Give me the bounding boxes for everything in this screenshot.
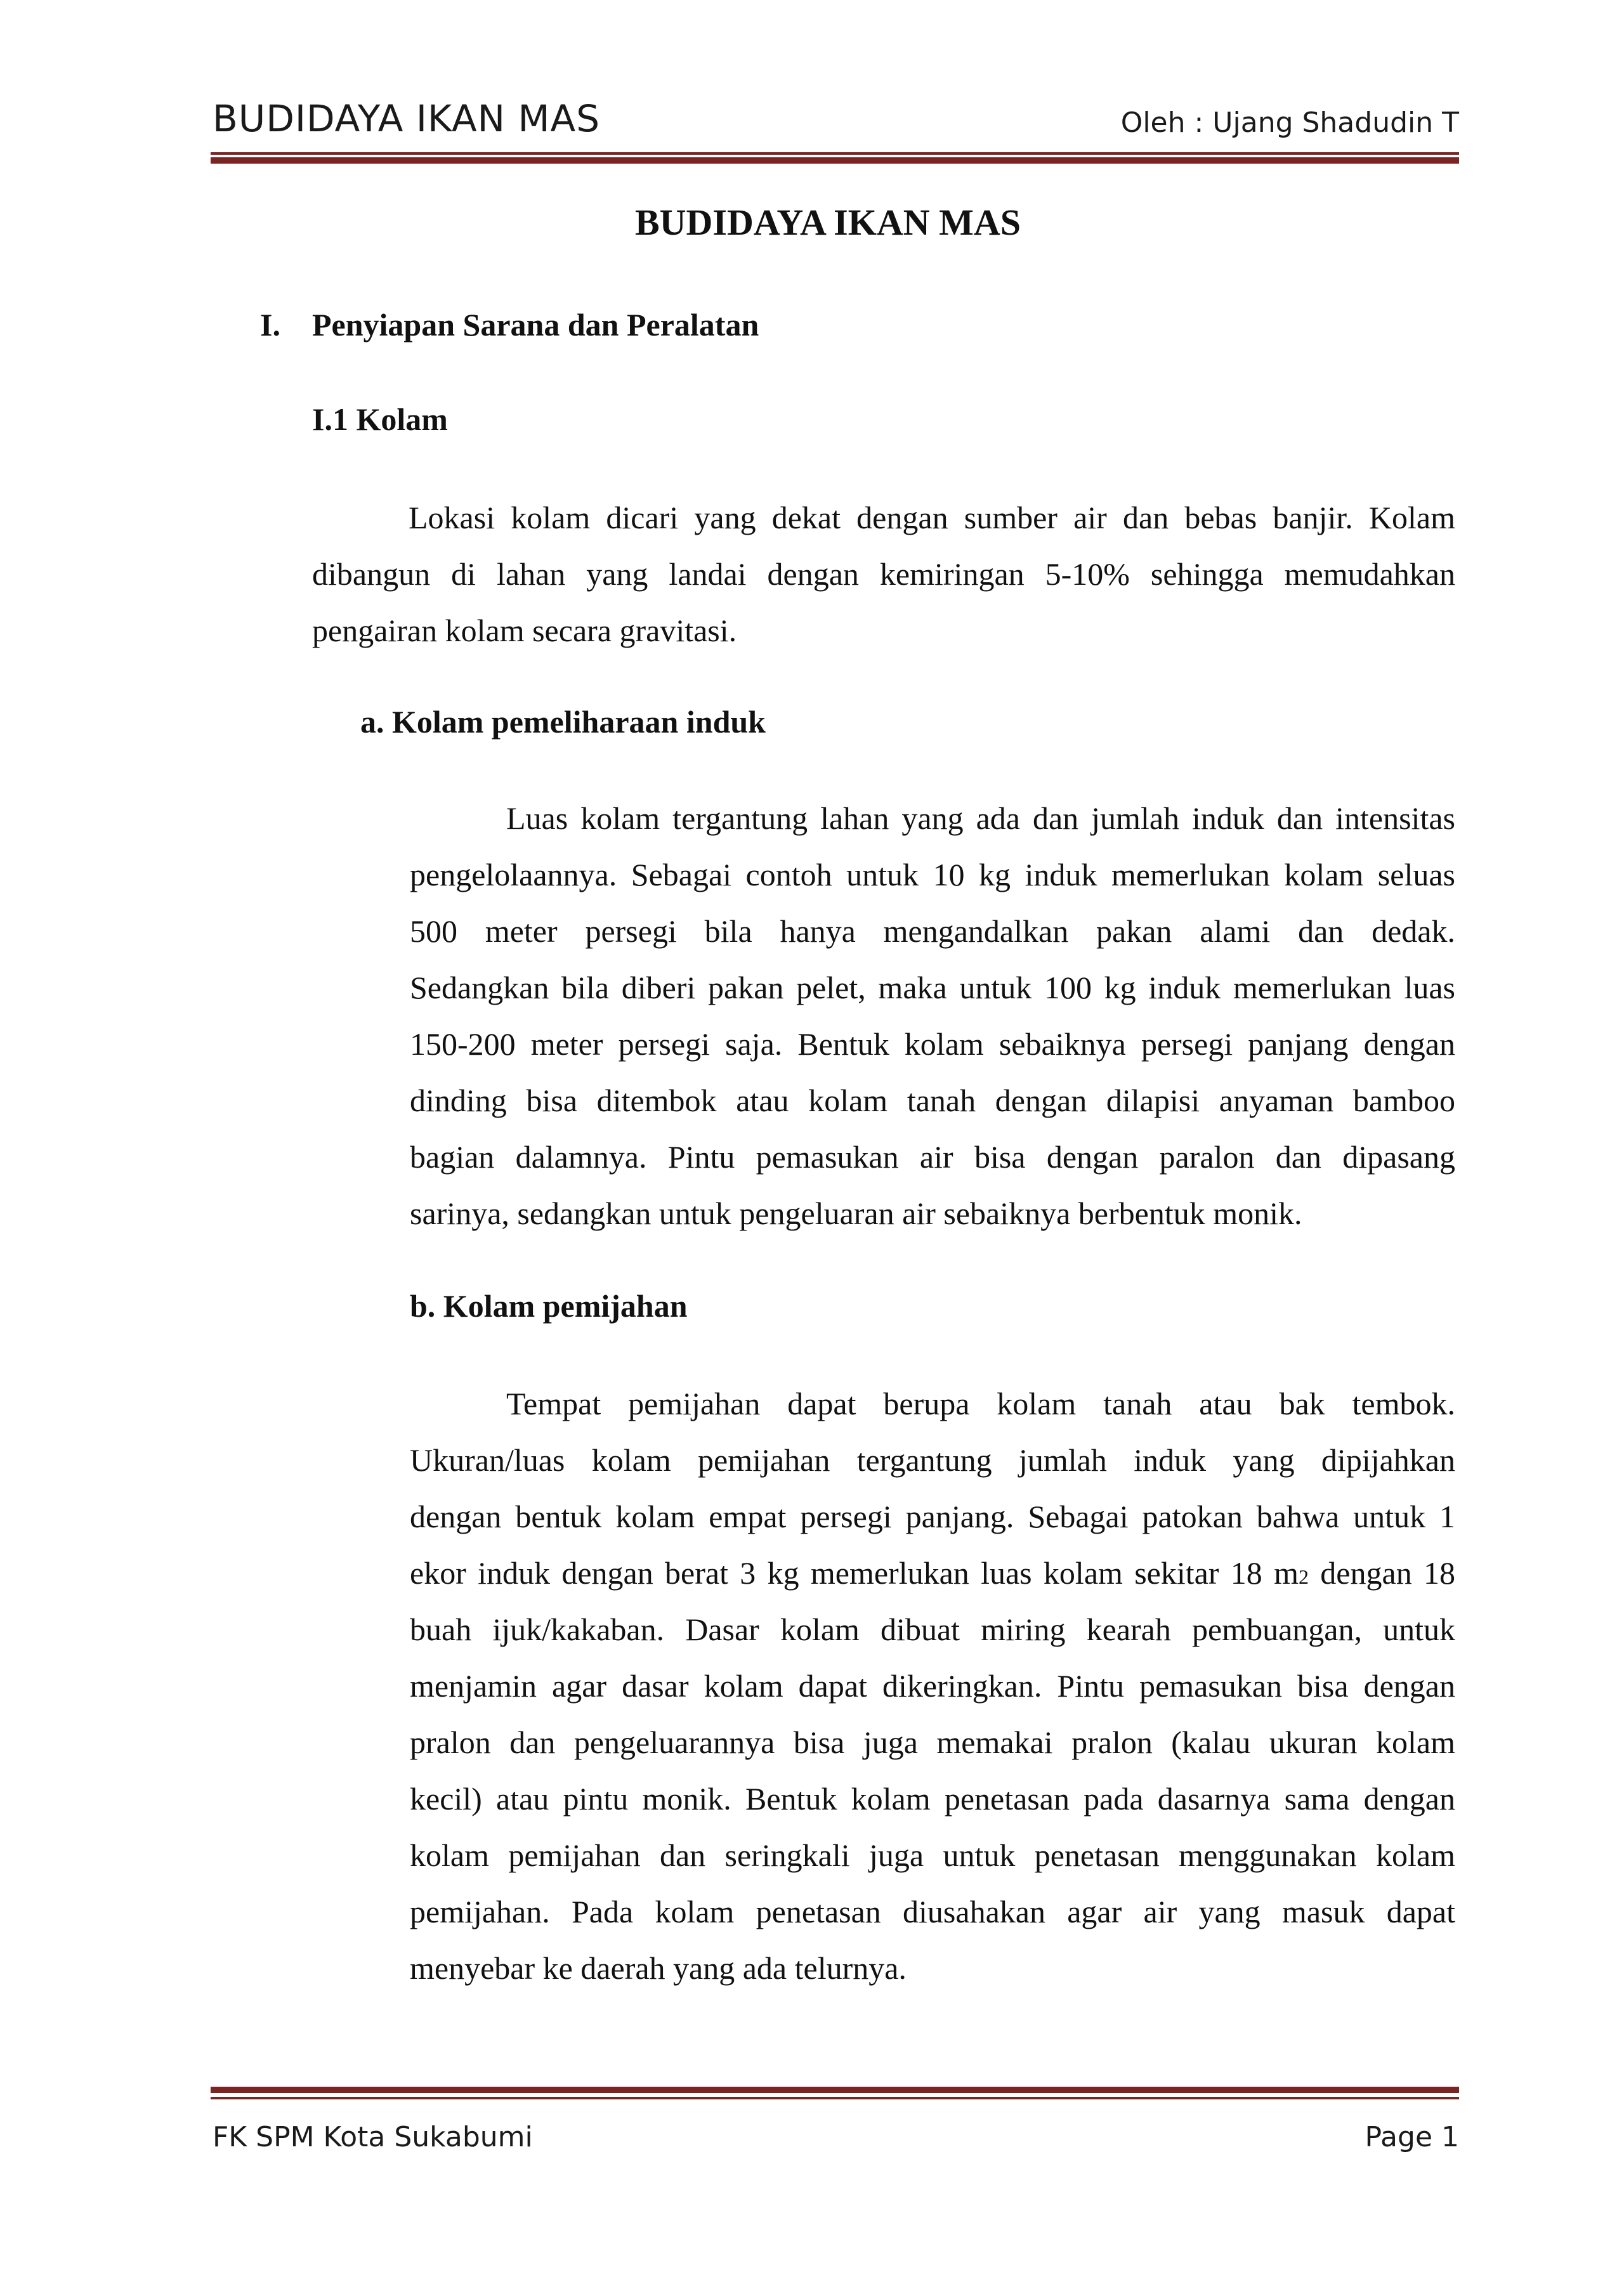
paragraph-line: kecil) atau pintu monik. Bentuk kolam penetasan pada dasarnya sama dengan — [410, 1781, 1455, 1817]
unit-subscript: 2 — [1299, 1565, 1309, 1588]
paragraph-line: buah ijuk/kakaban. Dasar kolam dibuat miring kearah pembuangan, untuk — [410, 1612, 1455, 1647]
item-b-paragraph — [410, 1376, 1455, 1997]
paragraph-line: sarinya, sedangkan untuk pengeluaran air sebaiknya berbentuk monik. — [410, 1196, 1302, 1231]
paragraph-line: Tempat pemijahan dapat berupa kolam tanah atau bak tembok. — [506, 1386, 1455, 1421]
footer-rule-thin — [211, 2097, 1459, 2099]
paragraph-line: kolam pemijahan dan seringkali juga untuk penetasan menggunakan kolam — [410, 1837, 1455, 1873]
paragraph-line: menyebar ke daerah yang ada telurnya. — [410, 1950, 907, 1986]
section-number: I. — [260, 307, 280, 342]
paragraph-line: menjamin agar dasar kolam dapat dikeringkan. Pintu pemasukan bisa dengan — [410, 1668, 1455, 1704]
item-a-paragraph — [410, 790, 1455, 1242]
document-title: BUDIDAYA IKAN MAS — [634, 202, 1021, 243]
text-part: ekor induk dengan berat 3 kg memerlukan luas kolam sekitar 18 m — [410, 1555, 1299, 1591]
text-part: dengan 18 — [1309, 1555, 1455, 1591]
footer-rule-thick — [211, 2087, 1459, 2093]
paragraph-line: Luas kolam tergantung lahan yang ada dan jumlah induk dan intensitas — [506, 800, 1455, 836]
paragraph-line: Ukuran/luas kolam pemijahan tergantung jumlah induk yang dipijahkan — [410, 1442, 1455, 1478]
item-b-title: b. Kolam pemijahan — [410, 1288, 688, 1324]
paragraph-line: 150-200 meter persegi saja. Bentuk kolam sebaiknya persegi panjang dengan — [410, 1026, 1455, 1062]
paragraph-line: 500 meter persegi bila hanya mengandalkan pakan alami dan dedak. — [410, 913, 1455, 949]
paragraph-line: pralon dan pengeluarannya bisa juga memakai pralon (kalau ukuran kolam — [410, 1725, 1455, 1760]
paragraph-line: pengairan kolam secara gravitasi. — [312, 613, 737, 648]
paragraph-line: pemijahan. Pada kolam penetasan diusahakan agar air yang masuk dapat — [410, 1894, 1455, 1929]
page-number: Page 1 — [1365, 2121, 1459, 2153]
paragraph-line: dengan bentuk kolam empat persegi panjang. Sebagai patokan bahwa untuk 1 — [410, 1499, 1455, 1534]
paragraph-line: bagian dalamnya. Pintu pemasukan air bisa dengan paralon dan dipasang — [410, 1139, 1455, 1175]
item-a-title: a. Kolam pemeliharaan induk — [360, 704, 766, 740]
paragraph-line-with-superscript — [410, 1545, 1455, 1601]
paragraph-line: dinding bisa ditembok atau kolam tanah dengan dilapisi anyaman bamboo — [410, 1083, 1455, 1118]
footer-left-text: FK SPM Kota Sukabumi — [213, 2121, 533, 2153]
header-rule-thin — [211, 152, 1459, 155]
header-rule-thick — [211, 157, 1459, 164]
header-author: Oleh : Ujang Shadudin T — [1120, 107, 1459, 139]
paragraph-line: pengelolaannya. Sebagai contoh untuk 10 kg induk memerlukan kolam seluas — [410, 857, 1455, 892]
paragraph-line: dibangun di lahan yang landai dengan kemiringan 5-10% sehingga memudahkan — [312, 556, 1455, 592]
subsection-paragraph — [312, 490, 1455, 659]
header-title: BUDIDAYA IKAN MAS — [213, 97, 601, 140]
subsection-title: I.1 Kolam — [312, 401, 448, 437]
section-title: Penyiapan Sarana dan Peralatan — [312, 307, 759, 342]
paragraph-line: Sedangkan bila diberi pakan pelet, maka untuk 100 kg induk memerlukan luas — [410, 970, 1455, 1005]
paragraph-line: Lokasi kolam dicari yang dekat dengan sumber air dan bebas banjir. Kolam — [409, 500, 1455, 535]
